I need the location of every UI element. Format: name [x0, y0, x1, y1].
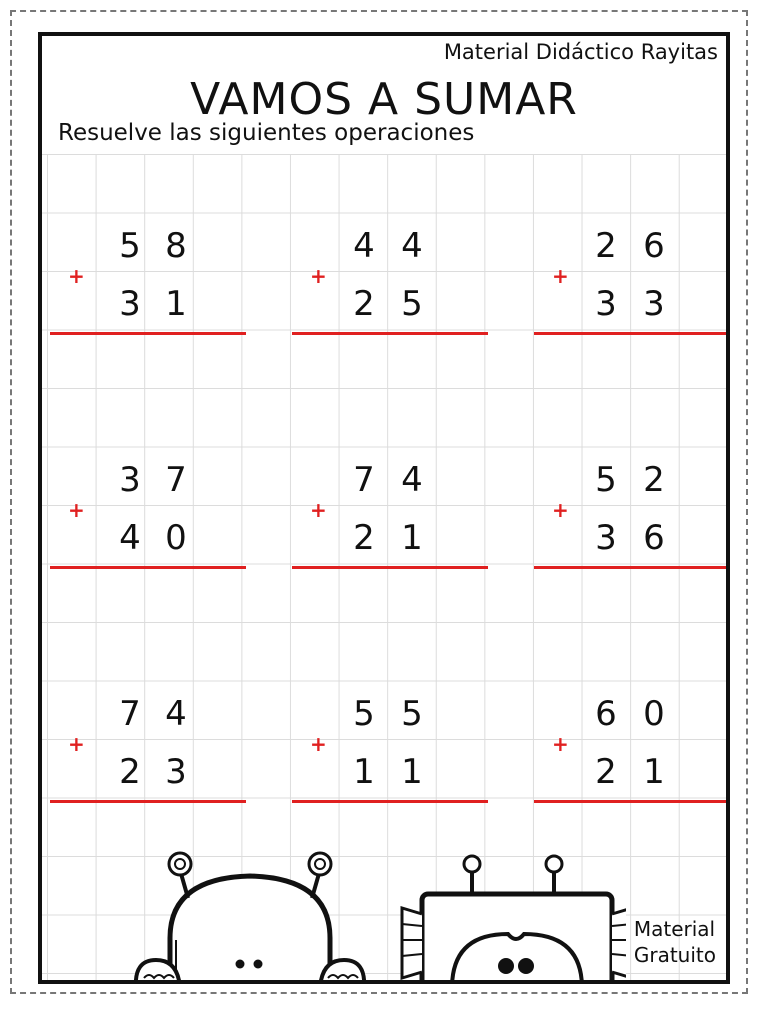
- sum-line: [292, 332, 488, 335]
- plus-sign: +: [552, 498, 569, 522]
- sum-line: [292, 566, 488, 569]
- sum-line: [534, 332, 726, 335]
- plus-sign: +: [552, 264, 569, 288]
- bottom-ones: 3: [165, 752, 187, 792]
- graph-paper-grid: [42, 154, 726, 980]
- bottom-ones: 3: [643, 284, 665, 324]
- bottom-tens: 4: [119, 518, 141, 558]
- top-tens: 7: [353, 460, 375, 500]
- plus-sign: +: [310, 732, 327, 756]
- round-monster-icon: [130, 848, 370, 980]
- addition-problem-4: [50, 450, 246, 570]
- bottom-tens: 2: [119, 752, 141, 792]
- top-tens: 6: [595, 694, 617, 734]
- sum-line: [534, 566, 726, 569]
- top-tens: 3: [119, 460, 141, 500]
- top-ones: 4: [401, 460, 423, 500]
- sum-line: [50, 332, 246, 335]
- free-material-label: [634, 916, 716, 968]
- square-robot-icon: [396, 848, 626, 980]
- top-ones: 2: [643, 460, 665, 500]
- bottom-ones: 6: [643, 518, 665, 558]
- plus-sign: +: [310, 264, 327, 288]
- addition-problem-1: [50, 216, 246, 336]
- plus-sign: +: [68, 264, 85, 288]
- addition-problem-3: [534, 216, 726, 336]
- bottom-ones: 0: [165, 518, 187, 558]
- bottom-ones: 5: [401, 284, 423, 324]
- top-ones: 0: [643, 694, 665, 734]
- top-ones: 5: [401, 694, 423, 734]
- brand-label: Material Didáctico Rayitas: [443, 40, 718, 64]
- top-tens: 5: [119, 226, 141, 266]
- sum-line: [50, 566, 246, 569]
- bottom-tens: 3: [595, 284, 617, 324]
- top-tens: 5: [353, 694, 375, 734]
- bottom-tens: 3: [595, 518, 617, 558]
- plus-sign: +: [552, 732, 569, 756]
- instructions: Resuelve las siguientes operaciones: [58, 120, 475, 146]
- addition-problem-9: [534, 684, 726, 804]
- addition-problem-7: [50, 684, 246, 804]
- addition-problem-5: [292, 450, 488, 570]
- top-tens: 5: [595, 460, 617, 500]
- bottom-tens: 3: [119, 284, 141, 324]
- bottom-ones: 1: [401, 752, 423, 792]
- bottom-ones: 1: [401, 518, 423, 558]
- bottom-tens: 2: [353, 518, 375, 558]
- plus-sign: +: [310, 498, 327, 522]
- worksheet: [38, 32, 730, 984]
- top-tens: 4: [353, 226, 375, 266]
- plus-sign: +: [68, 498, 85, 522]
- sum-line: [50, 800, 246, 803]
- addition-problem-6: [534, 450, 726, 570]
- top-tens: 2: [595, 226, 617, 266]
- sum-line: [534, 800, 726, 803]
- addition-problem-2: [292, 216, 488, 336]
- footer-line-1: Material: [633, 917, 716, 941]
- top-ones: 4: [401, 226, 423, 266]
- bottom-tens: 2: [595, 752, 617, 792]
- page-title: VAMOS A SUMAR: [190, 74, 578, 125]
- top-ones: 7: [165, 460, 187, 500]
- bottom-ones: 1: [643, 752, 665, 792]
- plus-sign: +: [68, 732, 85, 756]
- footer-line-2: Gratuito: [633, 943, 716, 967]
- bottom-tens: 2: [353, 284, 375, 324]
- top-tens: 7: [119, 694, 141, 734]
- top-ones: 8: [165, 226, 187, 266]
- bottom-ones: 1: [165, 284, 187, 324]
- bottom-tens: 1: [353, 752, 375, 792]
- top-ones: 6: [643, 226, 665, 266]
- addition-problem-8: [292, 684, 488, 804]
- sum-line: [292, 800, 488, 803]
- top-ones: 4: [165, 694, 187, 734]
